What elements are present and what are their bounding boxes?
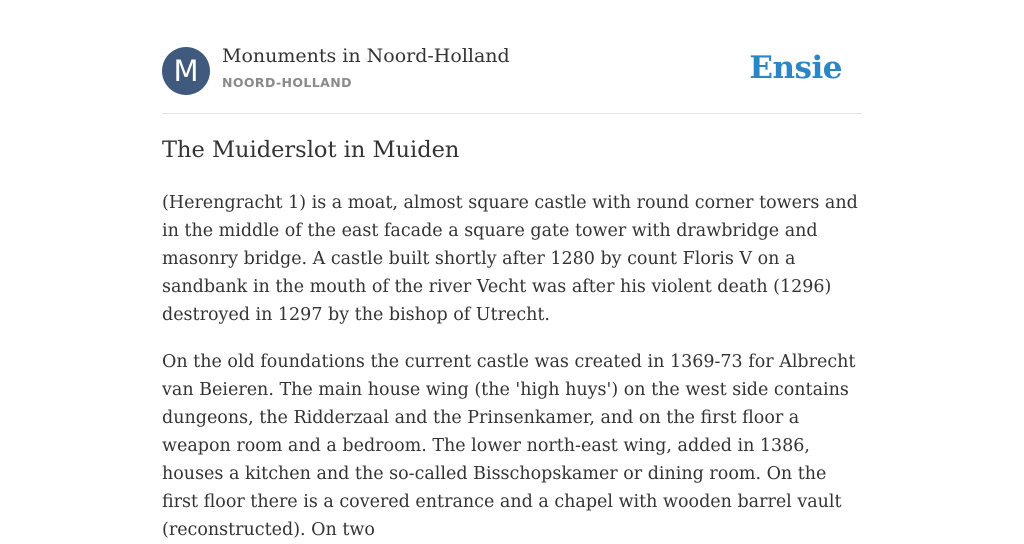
avatar[interactable]: M (162, 47, 210, 95)
site-header (162, 0, 862, 114)
site-title[interactable]: Monuments in Noord-Holland (222, 45, 510, 67)
article-paragraph: (Herengracht 1) is a moat, almost square castle with round corner towers and in the middle of the east facade a square gate tower with drawbridge and masonry bridge. A castle built shortly after 1280 by count Floris V on a sandbank in the mouth of the river Vecht was after his violent death (1296) destroyed in 1297 by the bishop of Utrecht. (162, 193, 858, 325)
site-subtitle[interactable]: NOORD-HOLLAND (222, 75, 352, 90)
article-paragraph: On the old foundations the current castle was created in 1369-73 for Albrecht van Beieren. The main house wing (the 'high huys') on the west side contains dungeons, the Ridderzaal and the Prinsenkamer, and on the first floor a weapon room and a bedroom. The lower north-east wing, added in 1386, houses a kitchen and the so-called Bisschopskamer or dining room. On the first floor there is a covered entrance and a chapel with wooden barrel vault (reconstructed). On two (162, 352, 856, 540)
page-container (162, 0, 862, 540)
article-title: The Muiderslot in Muiden (162, 137, 460, 163)
brand-logo[interactable]: Ensie (749, 50, 842, 86)
